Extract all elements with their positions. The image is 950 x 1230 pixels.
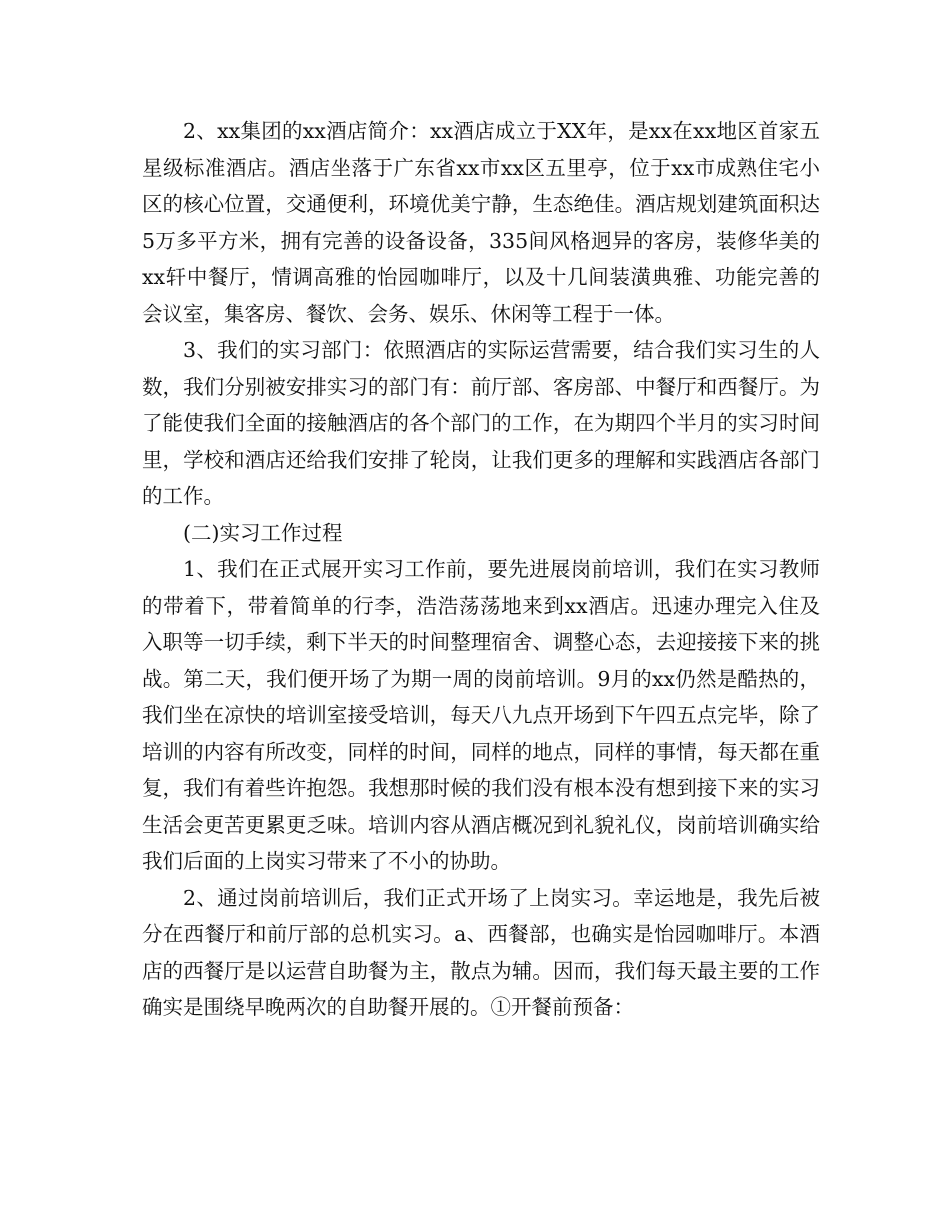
paragraph-internship-departments: 3、我们的实习部门：依照酒店的实际运营需要，结合我们实习生的人数，我们分别被安排实习的部门有：前厅部、客房部、中餐厅和西餐厅。为了能使我们全面的接触酒店的各个部门的工作，在为期四个半月的实习时间里，学校和酒店还给我们安排了轮岗，让我们更多的理解和实践酒店各部门的工作。 <box>142 338 820 508</box>
paragraph-hotel-intro: 2、xx集团的xx酒店简介：xx酒店成立于XX年，是xx在xx地区首家五星级标准酒店。酒店坐落于广东省xx市xx区五里亭，位于xx市成熟住宅小区的核心位置，交通便利，环境优美宁静，生态绝佳。酒店规划建筑面积达5万多平方米，拥有完善的设备设备，335间风格迥异的客房，装修华美的xx轩中餐厅，情调高雅的怡园咖啡厅，以及十几间装潢典雅、功能完善的会议室，集客房、餐饮、会务、娱乐、休闲等工程于一体。 <box>142 119 820 326</box>
section-heading-work-process: (二)实习工作过程 <box>183 520 343 545</box>
paragraph-on-job-internship: 2、通过岗前培训后，我们正式开场了上岗实习。幸运地是，我先后被分在西餐厅和前厅部的总机实习。a、西餐部，也确实是怡园咖啡厅。本酒店的西餐厅是以运营自助餐为主，散点为辅。因而，我们每天最主要的工作确实是围绕早晚两次的自助餐开展的。①开餐前预备： <box>142 885 820 1019</box>
paragraph-pre-job-training: 1、我们在正式展开实习工作前，要先进展岗前培训，我们在实习教师的带着下，带着简单的行李，浩浩荡荡地来到xx酒店。迅速办理完入住及入职等一切手续，剩下半天的时间整理宿舍、调整心态，去迎接接下来的挑战。第二天，我们便开场了为期一周的岗前培训。9月的xx仍然是酷热的，我们坐在凉快的培训室接受培训，每天八九点开场到下午四五点完毕，除了培训的内容有所改变，同样的时间，同样的地点，同样的事情，每天都在重复，我们有着些许抱怨。我想那时候的我们没有根本没有想到接下来的实习生活会更苦更累更乏味。培训内容从酒店概况到礼貌礼仪，岗前培训确实给我们后面的上岗实习带来了不小的协助。 <box>142 557 820 873</box>
document-body <box>142 113 820 1026</box>
